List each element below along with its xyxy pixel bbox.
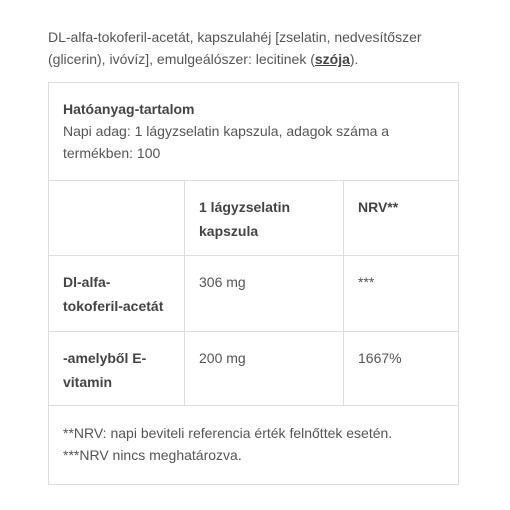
table-row xyxy=(49,332,458,406)
footnote-nrv: **NRV: napi beviteli referencia érték felnőttek esetén. xyxy=(63,425,393,441)
ingredients-text-end: ). xyxy=(349,51,359,67)
allergen-soy: szója xyxy=(314,51,350,67)
table-row xyxy=(49,256,458,332)
table-header-box xyxy=(49,83,458,181)
column-header-amount: 1 lágyzselatin kapszula xyxy=(185,181,344,255)
row-amount: 306 mg xyxy=(185,256,344,331)
nutrition-table xyxy=(48,82,459,485)
table-footnotes xyxy=(49,406,458,484)
table-subtitle: Napi adag: 1 lágyzselatin kapszula, adagok száma a termékben: 100 xyxy=(63,123,390,161)
row-nrv: *** xyxy=(358,274,375,290)
ingredients-text xyxy=(48,26,468,70)
row-name: -amelyből E-vitamin xyxy=(49,332,185,405)
row-amount: 200 mg xyxy=(185,332,344,405)
footnote-nrv-undefined: ***NRV nincs meghatározva. xyxy=(63,447,242,463)
row-nrv: 1667% xyxy=(358,350,402,366)
column-header-row xyxy=(49,181,458,256)
column-header-nrv: NRV** xyxy=(358,199,399,215)
table-title: Hatóanyag-tartalom xyxy=(63,101,195,117)
row-name: Dl-alfa-tokoferil-acetát xyxy=(49,256,185,331)
ingredients-text-main: DL-alfa-tokoferil-acetát, kapszulahéj [zselatin, nedvesítőszer (glicerin), ivóvíz], emulgeálószer: lecitinek ( xyxy=(48,29,422,67)
column-header-empty xyxy=(49,181,185,255)
